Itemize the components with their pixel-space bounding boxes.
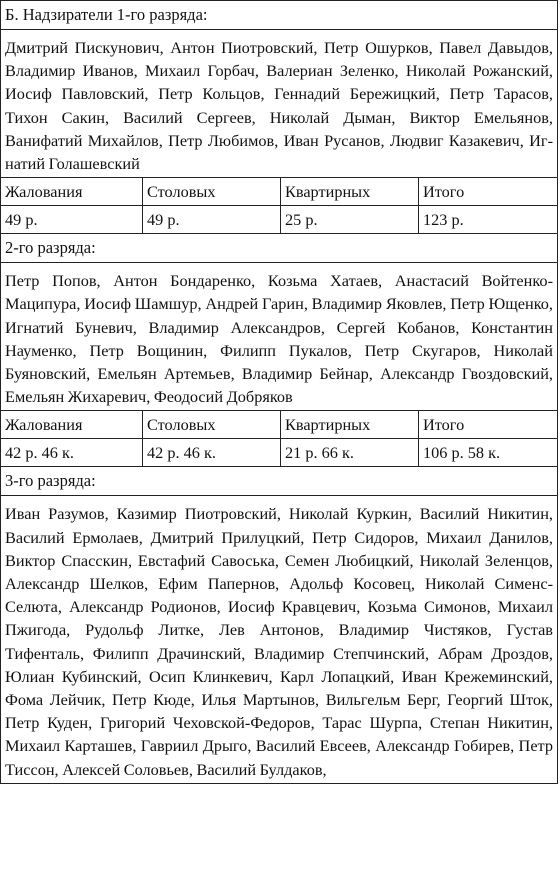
section-1-pay-values (1, 205, 557, 233)
pay-value-housing: 21 р. 66 к. (280, 439, 418, 466)
section-2-pay-values (1, 438, 557, 466)
section-2-pay-headers (1, 410, 557, 438)
section-1-names: Дмитрий Пискунович, Антон Пиотровский, Петр Ошурков, Павел Давыдов, Владимир Иванов, Михаил Горбач, Валериан Зеленко, Николай Рожанский, Иосиф Павловский, Петр Кольцов, Геннадий Бережицкий, Петр Тарасов, Тихон Сакин, Василий Сергеев, Николай Дыман, Виктор Емельянов, Ванифатий Михайлов, Петр Любимов, Иван Русанов, Людвиг Казакевич, Игнатий Голашевский (1, 29, 557, 177)
pay-value-meals: 42 р. 46 к. (142, 439, 280, 466)
pay-value-housing: 25 р. (280, 206, 418, 233)
pay-header-housing: Квартирных (280, 178, 418, 205)
pay-header-meals: Столовых (142, 178, 280, 205)
pay-header-meals: Столовых (142, 411, 280, 438)
pay-value-meals: 49 р. (142, 206, 280, 233)
section-3-names: Иван Разумов, Казимир Пиотровский, Николай Куркин, Василий Никитин, Василий Ермолаев, Дмитрий Прилуцкий, Петр Сидоров, Михаил Данилов, Виктор Спасскин, Евстафий Савоська, Семен Любицкий, Николай Зеленцов, Александр Шелков, Ефим Папернов, Адольф Косовец, Николай Сименс-Селюта, Александр Родионов, Иосиф Кравцевич, Козьма Симонов, Михаил Пжигода, Рудольф Литке, Лев Антонов, Владимир Чистяков, Густав Тифенталь, Филипп Драчинский, Владимир Степчинский, Абрам Дроздов, Юлиан Кубинский, Осип Клинкевич, Карл Лопацкий, Иван Крежеминский, Фома Лейчик, Петр Кюде, Илья Мартынов, Вильгельм Берг, Георгий Шток, Петр Куден, Григорий Чеховской-Федоров, Тарас Шурпа, Степан Никитин, Михаил Карташев, Гавриил Дрыго, Василий Евсеев, Александр Гобирев, Петр Тиссон, Алексей Соловьев, Василий Булдаков, (1, 495, 557, 783)
pay-header-salary: Жалования (5, 182, 83, 202)
pay-value-salary: 42 р. 46 к. (5, 443, 74, 463)
pay-value-total: 123 р. (418, 206, 557, 233)
pay-header-salary: Жалования (5, 415, 83, 435)
section-1-pay-headers (1, 177, 557, 205)
section-1-heading: Б. Надзиратели 1-го разряда: (1, 0, 557, 29)
section-2-names: Петр Попов, Антон Бондаренко, Козьма Хатаев, Анастасий Войтенко-Маципура, Иосиф Шамшур, Андрей Гарин, Владимир Яковлев, Петр Ющенко, Игнатий Буневич, Владимир Александров, Сергей Кобанов, Константин Науменко, Петр Вощинин, Филипп Пукалов, Петр Скугаров, Николай Буяновский, Емельян Артемьев, Владимир Бейнар, Александр Гвоздовский, Емельян Жихаревич, Феодосий Добряков (1, 262, 557, 410)
section-2-heading: 2-го разряда: (1, 233, 557, 262)
section-3-heading: 3-го разряда: (1, 466, 557, 495)
pay-value-salary: 49 р. (5, 210, 38, 230)
pay-header-housing: Квартирных (280, 411, 418, 438)
pay-header-total: Итого (418, 411, 557, 438)
pay-value-total: 106 р. 58 к. (418, 439, 557, 466)
pay-header-total: Итого (418, 178, 557, 205)
